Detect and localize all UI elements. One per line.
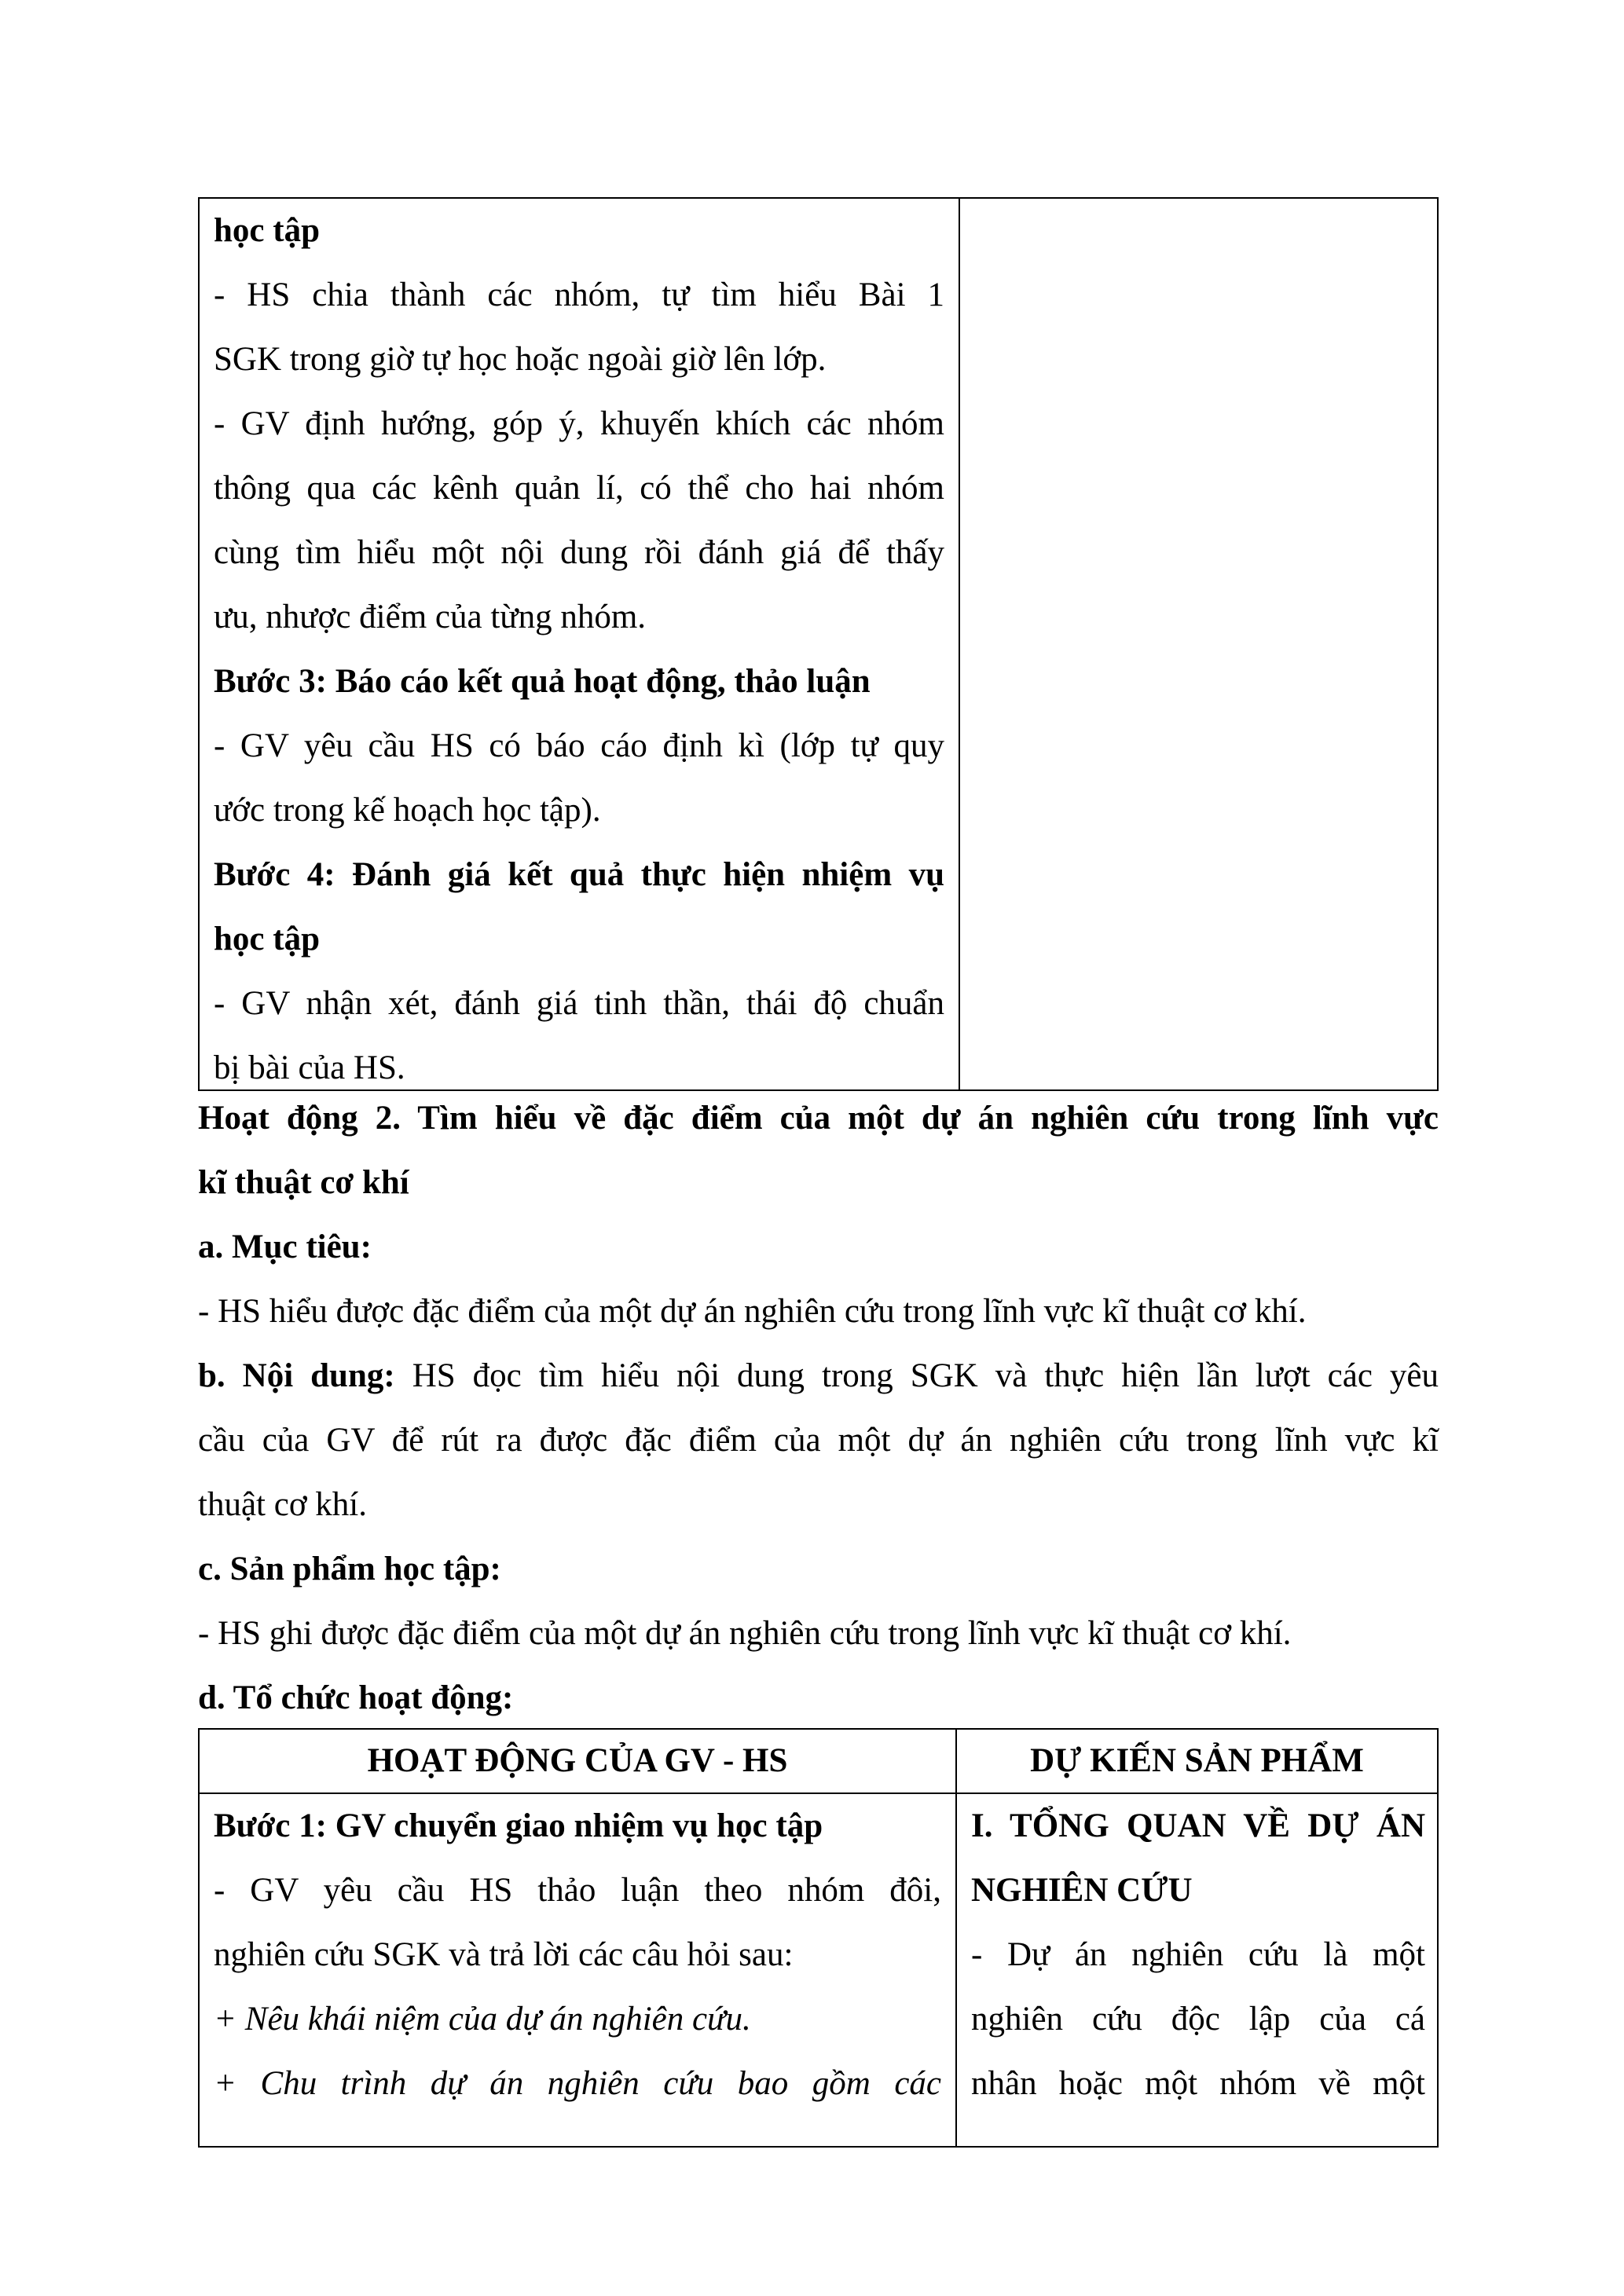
teacher-student-activity-cell [214, 199, 944, 1100]
table1-line: ưu, nhược điểm của từng nhóm. [214, 599, 647, 635]
table1-line: - GV nhận xét, đánh giá tinh thần, thái độ chuẩn [214, 985, 944, 1022]
activity-title-cont: kĩ thuật cơ khí [198, 1164, 409, 1201]
table1-line: - GV yêu cầu HS có báo cáo định kì (lớp tự quy [214, 727, 944, 764]
table1-line: học tập [214, 212, 320, 249]
step4-heading-cont: học tập [214, 921, 320, 958]
header-activity: HOẠT ĐỘNG CỦA GV - HS [367, 1742, 788, 1779]
table1-line: bị bài của HS. [214, 1049, 405, 1086]
table1-line: - GV định hướng, góp ý, khuyến khích các nhóm [214, 405, 944, 442]
goal-heading: a. Mục tiêu: [198, 1229, 372, 1265]
question-line: + Chu trình dự án nghiên cứu bao gồm các [214, 2065, 941, 2102]
content-paragraph-line: thuật cơ khí. [198, 1486, 367, 1523]
header-expected-product: DỰ KIẾN SẢN PHẨM [1030, 1742, 1364, 1779]
table2-line: - GV yêu cầu HS thảo luận theo nhóm đôi, [214, 1872, 941, 1909]
product-cell [971, 1794, 1425, 2116]
activity-title: Hoạt động 2. Tìm hiểu về đặc điểm của một dự án nghiên cứu trong lĩnh vực [198, 1100, 1439, 1137]
column-divider [959, 199, 960, 1089]
table-bottom-border [198, 2146, 1439, 2148]
table1-line: SGK trong giờ tự học hoặc ngoài giờ lên lớp. [214, 341, 827, 378]
content-label: b. Nội dung: [198, 1357, 395, 1394]
goal-text: - HS hiểu được đặc điểm của một dự án nghiên cứu trong lĩnh vực kĩ thuật cơ khí. [198, 1293, 1307, 1330]
section-heading-cont: NGHIÊN CỨU [971, 1872, 1193, 1909]
product-text: - HS ghi được đặc điểm của một dự án nghiên cứu trong lĩnh vực kĩ thuật cơ khí. [198, 1615, 1292, 1652]
product-line: nhân hoặc một nhóm về một [971, 2065, 1425, 2102]
table1-line: - HS chia thành các nhóm, tự tìm hiểu Bài 1 [214, 276, 944, 313]
product-line: - Dự án nghiên cứu là một [971, 1936, 1425, 1973]
table2-line: nghiên cứu SGK và trả lời các câu hỏi sau: [214, 1936, 794, 1973]
content-text: HS đọc tìm hiểu nội dung trong SGK và thực hiện lần lượt các yêu [394, 1357, 1439, 1394]
question-line: + Nêu khái niệm của dự án nghiên cứu. [214, 2001, 751, 2038]
table1-line: cùng tìm hiểu một nội dung rồi đánh giá để thấy [214, 534, 944, 571]
step1-heading: Bước 1: GV chuyển giao nhiệm vụ học tập [214, 1807, 823, 1844]
step3-heading: Bước 3: Báo cáo kết quả hoạt động, thảo luận [214, 663, 871, 700]
step4-heading: Bước 4: Đánh giá kết quả thực hiện nhiệm vụ [214, 856, 944, 893]
activity-table-continued [198, 197, 1439, 1091]
content-paragraph-line [198, 1344, 1439, 1408]
activity-cell [214, 1794, 941, 2116]
table1-line: thông qua các kênh quản lí, có thể cho hai nhóm [214, 470, 944, 507]
product-heading: c. Sản phẩm học tập: [198, 1551, 501, 1587]
table1-line: ước trong kế hoạch học tập). [214, 792, 601, 829]
content-paragraph-line: cầu của GV để rút ra được đặc điểm của một dự án nghiên cứu trong lĩnh vực kĩ [198, 1422, 1439, 1459]
section-heading: I. TỔNG QUAN VỀ DỰ ÁN [971, 1807, 1425, 1844]
organization-heading: d. Tổ chức hoạt động: [198, 1679, 514, 1716]
product-line: nghiên cứu độc lập của cá [971, 2001, 1425, 2038]
activity-2-table [198, 1728, 1439, 2148]
activity-2-section [198, 1086, 1439, 1730]
